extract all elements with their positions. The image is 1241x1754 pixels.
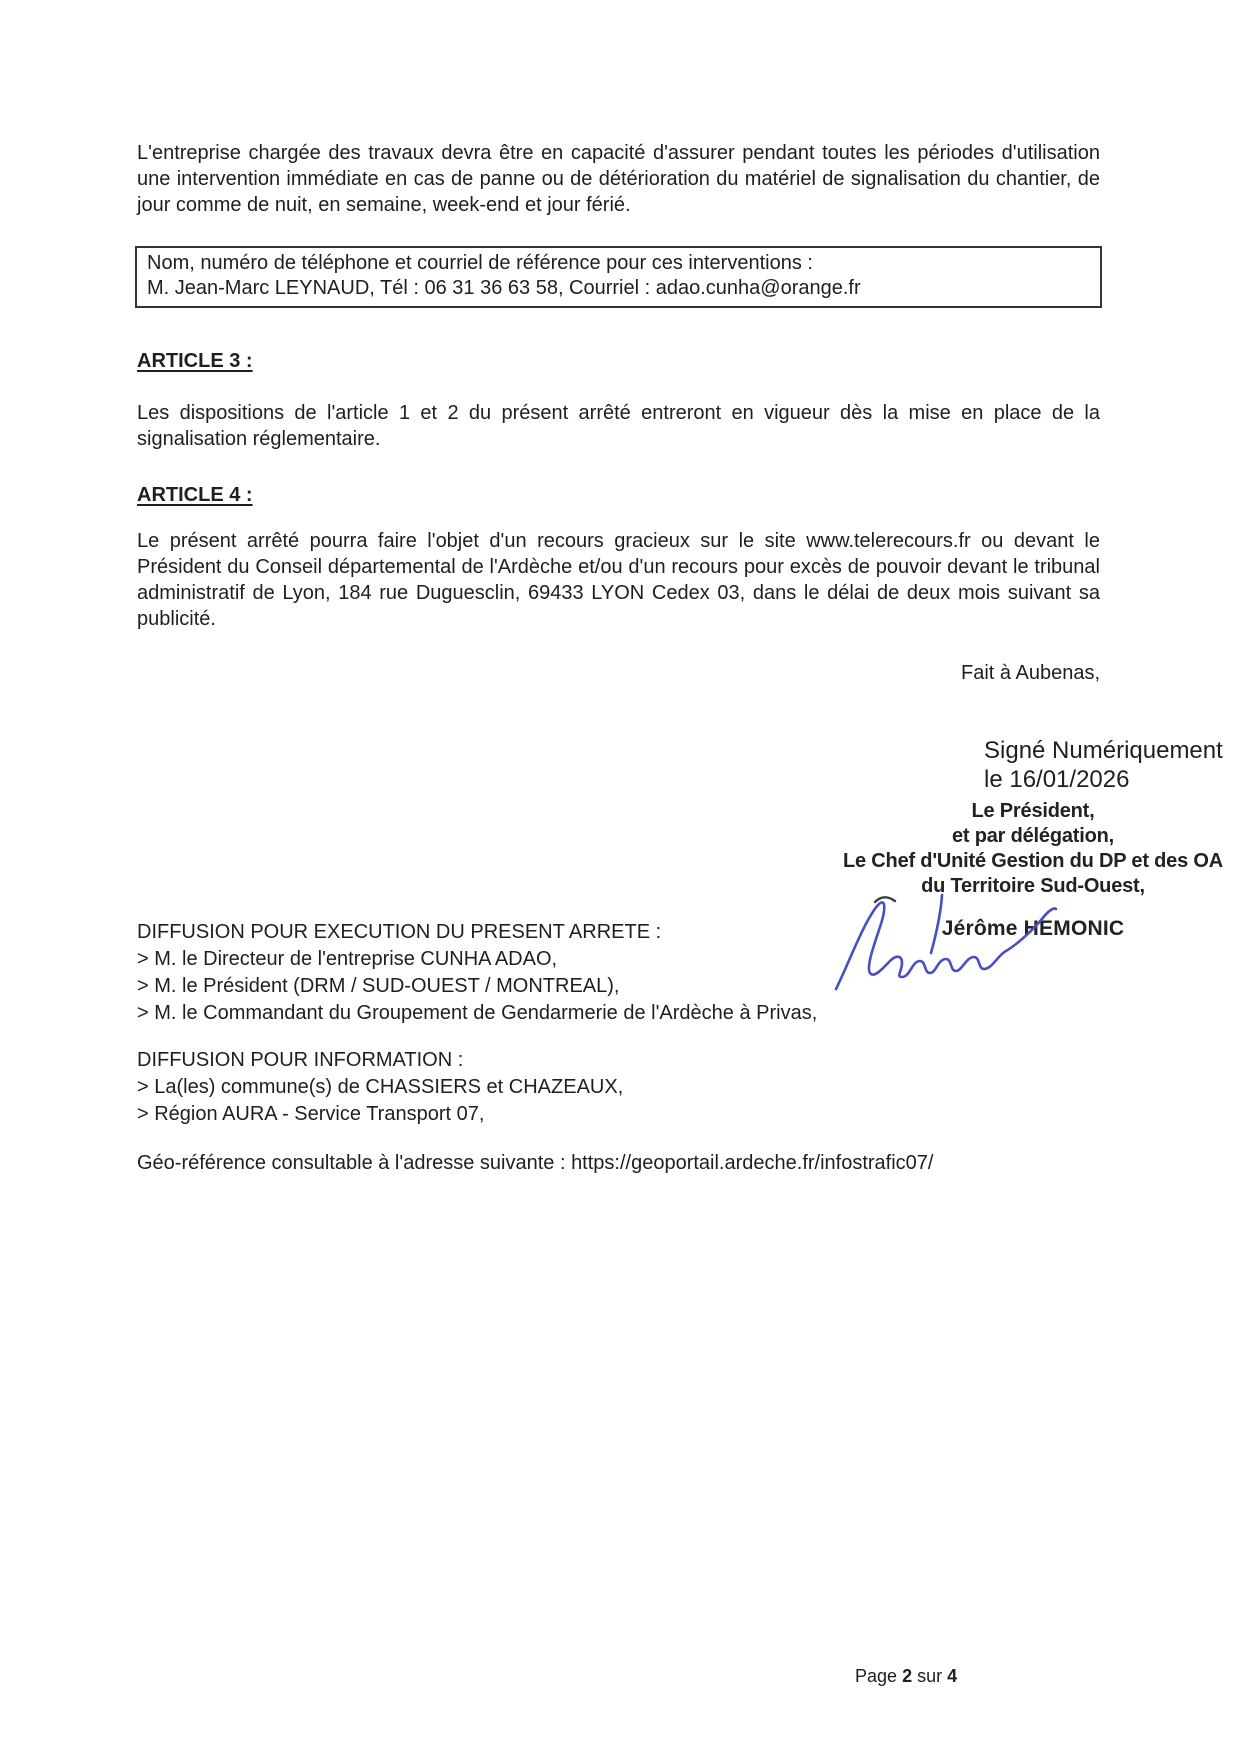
article-3-heading: ARTICLE 3 : [137,350,253,372]
handwritten-signature [820,893,1060,1003]
page-footer-separator: sur [917,1666,943,1686]
page-number-total: 4 [947,1666,958,1686]
contact-info-box [135,246,1102,308]
diffusion-information-item: > Région AURA - Service Transport 07, [137,1103,485,1125]
signatory-title-line-2: et par délégation, [952,825,1114,847]
signatory-title-block [830,799,1236,899]
diffusion-information-heading: DIFFUSION POUR INFORMATION : [137,1049,464,1071]
diffusion-execution-heading: DIFFUSION POUR EXECUTION DU PRESENT ARRETE : [137,921,662,943]
digital-signature-note-line-2: le 16/01/2026 [984,766,1130,793]
signatory-name: Jérôme HEMONIC [941,917,1125,940]
georeference-line: Géo-référence consultable à l'adresse suivante : https://geoportail.ardeche.fr/infostrafic07/ [137,1152,934,1174]
diffusion-execution-section [137,919,817,1027]
place-date-line: Fait à Aubenas, [961,662,1100,684]
diffusion-execution-item: > M. le Commandant du Groupement de Gendarmerie de l'Ardèche à Privas, [137,1002,818,1024]
digital-signature-note [984,736,1223,794]
page-footer [855,1665,957,1687]
diffusion-information-section [137,1047,623,1128]
page-number-current: 2 [902,1666,913,1686]
article-4-body: Le présent arrêté pourra faire l'objet d'un recours gracieux sur le site www.telerecours.fr ou devant le Président du Conseil départemental de l'Ardèche et/ou d'un recours pour excès de pouvoir devant le tribunal administratif de Lyon, 184 rue Duguesclin, 69433 LYON Cedex 03, dans le délai de deux mois suivant sa publicité. [137,530,1100,630]
contact-box-line-1: Nom, numéro de téléphone et courriel de référence pour ces interventions : [147,252,813,274]
signatory-title-line-4: du Territoire Sud-Ouest, [921,875,1145,897]
article-4-heading: ARTICLE 4 : [137,484,253,506]
diffusion-execution-item: > M. le Directeur de l'entreprise CUNHA ADAO, [137,948,558,970]
signature-ink-stroke [836,902,1056,989]
pen-mark [875,897,895,902]
signature-ink-tail [931,895,942,953]
contact-box-line-2: M. Jean-Marc LEYNAUD, Tél : 06 31 36 63 58, Courriel : adao.cunha@orange.fr [147,277,861,299]
signatory-title-line-3: Le Chef d'Unité Gestion du DP et des OA [843,850,1223,872]
page-footer-label: Page [855,1666,898,1686]
diffusion-execution-item: > M. le Président (DRM / SUD-OUEST / MONTREAL), [137,975,620,997]
diffusion-information-item: > La(les) commune(s) de CHASSIERS et CHAZEAUX, [137,1076,624,1098]
signatory-title-line-1: Le Président, [971,800,1095,822]
digital-signature-note-line-1: Signé Numériquement [984,737,1223,764]
intro-paragraph: L'entreprise chargée des travaux devra être en capacité d'assurer pendant toutes les périodes d'utilisation une intervention immédiate en cas de panne ou de détérioration du matériel de signalisation du chantier, de jour comme de nuit, en semaine, week-end et jour férié. [137,142,1100,216]
article-3-body: Les dispositions de l'article 1 et 2 du présent arrêté entreront en vigueur dès la mise en place de la signalisation réglementaire. [137,402,1100,450]
